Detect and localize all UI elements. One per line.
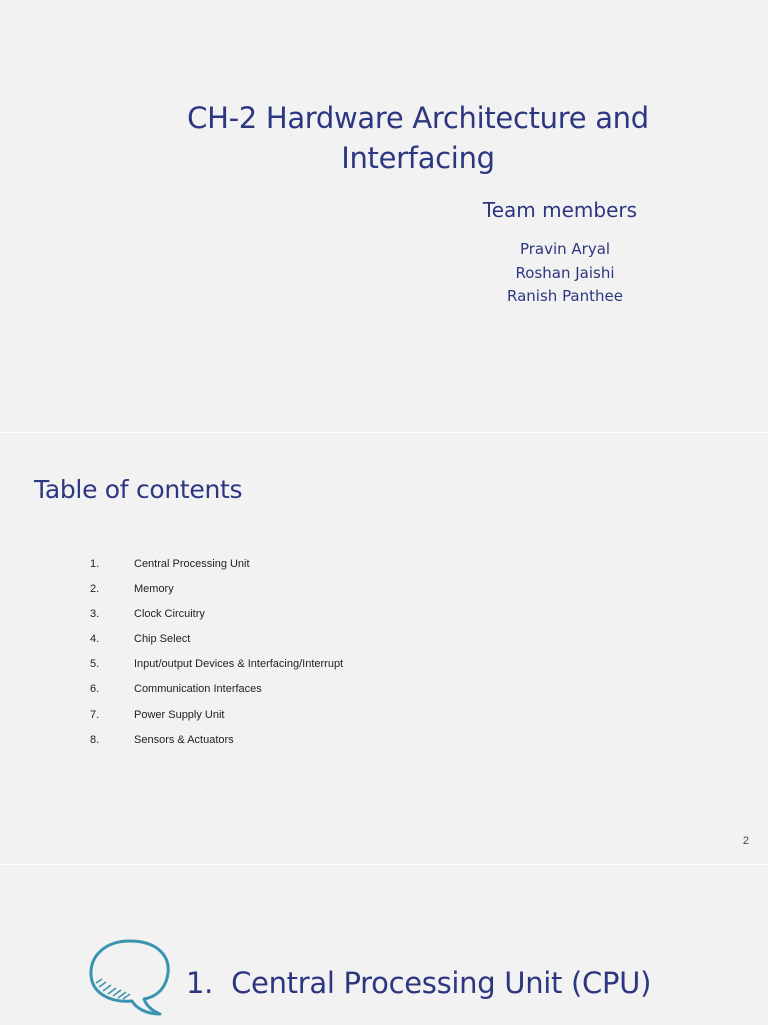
toc-item [90,709,343,734]
toc-item-number: 8. [90,733,100,746]
toc-item [90,633,343,658]
toc-item [90,608,343,633]
toc-item [90,558,343,583]
cpu-section-slide [0,864,768,1025]
toc-item-label: Central Processing Unit [134,558,250,570]
toc-heading: Table of contents [34,475,243,504]
toc-list [90,558,343,759]
toc-item-number: 1. [90,558,100,570]
toc-item [90,683,343,708]
toc-item-number: 5. [90,658,100,671]
toc-item [90,583,343,608]
slide-title: CH-2 Hardware Architecture and Interfacing [187,101,649,175]
section-heading [186,966,651,1000]
team-member: Ranish Panthee [507,287,623,305]
title-slide [0,0,768,432]
toc-item [90,658,343,683]
toc-item-label: Memory [134,583,174,596]
team-member: Roshan Jaishi [515,263,615,282]
toc-item [90,734,343,759]
toc-item-label: Clock Circuitry [134,608,205,621]
toc-item-number: 7. [90,708,100,721]
toc-item-label: Power Supply Unit [134,708,225,721]
toc-item-number: 6. [90,683,100,696]
team-member: Pravin Aryal [519,240,611,258]
team-members-heading: Team members [482,198,638,222]
toc-item-label: Sensors & Actuators [134,733,234,746]
toc-item-label: Chip Select [134,633,191,646]
toc-item-label: Input/output Devices & Interfacing/Interrupt [134,658,344,671]
table-of-contents-slide [0,432,768,865]
toc-item-number: 4. [90,633,100,646]
team-members-list [460,238,670,309]
section-title: Central Processing Unit (CPU) [231,966,652,1000]
toc-item-number: 3. [90,608,100,621]
page-number: 2 [742,835,749,847]
speech-bubble-icon [86,935,174,1017]
section-number: 1. [186,966,214,1000]
toc-item-number: 2. [90,583,100,596]
toc-item-label: Communication Interfaces [134,683,262,696]
